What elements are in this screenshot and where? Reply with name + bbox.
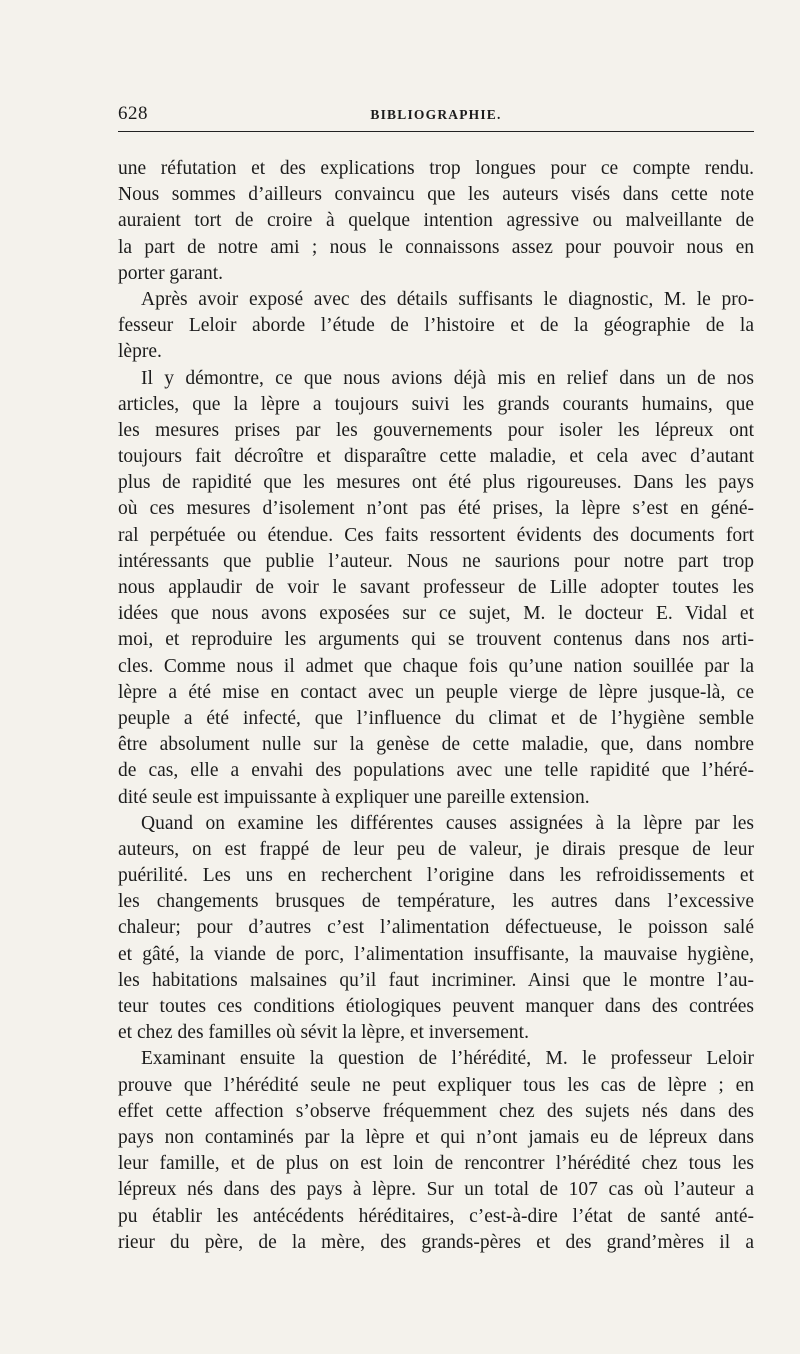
text-line: et gâté, la viande de porc, l’alimentation insuffisante, la mauvaise hygiène,	[118, 943, 754, 965]
text-line: Après avoir exposé avec des détails suffisants le diagnostic, M. le pro-	[141, 288, 754, 310]
text-line: la part de notre ami ; nous le connaissons assez pour pouvoir nous en	[118, 236, 754, 258]
text-line: porter garant.	[118, 262, 224, 284]
text-line: auteurs, on est frappé de leur peu de valeur, je dirais presque de leur	[118, 838, 754, 860]
page-number: 628	[118, 103, 148, 124]
text-line: Quand on examine les différentes causes assignées à la lèpre par les	[141, 812, 754, 834]
text-line: puérilité. Les uns en recherchent l’origine dans les refroidissements et	[118, 865, 754, 887]
text-line: ral perpétuée ou étendue. Ces faits ressortent évidents des documents fort	[118, 524, 754, 546]
text-line: lèpre.	[118, 341, 162, 363]
text-line: et chez des familles où sévit la lèpre, et inversement.	[118, 1022, 529, 1044]
text-line: où ces mesures d’isolement n’ont pas été prises, la lèpre s’est en géné-	[118, 498, 754, 520]
text-line: effet cette affection s’observe fréquemment chez des sujets nés dans des	[118, 1100, 754, 1122]
text-line: Nous sommes d’ailleurs convaincu que les auteurs visés dans cette note	[118, 184, 754, 206]
text-line: chaleur; pour d’autres c’est l’alimentation défectueuse, le poisson salé	[118, 917, 754, 939]
text-line: être absolument nulle sur la genèse de cette maladie, que, dans nombre	[118, 734, 754, 756]
text-line: teur toutes ces conditions étiologiques peuvent manquer dans des contrées	[118, 996, 754, 1017]
text-line: toujours fait décroître et disparaître cette maladie, et cela avec d’autant	[118, 446, 754, 468]
text-line: rieur du père, de la mère, des grands-pères et des grand’mères il a	[118, 1231, 754, 1253]
text-line: lèpre a été mise en contact avec un peuple vierge de lèpre jusque-là, ce	[118, 681, 754, 703]
text-line: les changements brusques de température, les autres dans l’excessive	[118, 891, 754, 913]
text-line: cles. Comme nous il admet que chaque fois qu’une nation souillée par la	[118, 655, 754, 677]
text-line: nous applaudir de voir le savant professeur de Lille adopter toutes les	[118, 577, 754, 598]
header-rule	[118, 131, 754, 132]
body-text	[118, 156, 754, 1256]
text-line: pu établir les antécédents héréditaires, c’est-à-dire l’état de santé anté-	[118, 1205, 754, 1227]
text-line: lépreux nés dans des pays à lèpre. Sur un total de 107 cas où l’auteur a	[118, 1179, 754, 1201]
text-line: Il y démontre, ce que nous avions déjà mis en relief dans un de nos	[141, 367, 754, 389]
text-line: plus de rapidité que les mesures ont été plus rigoureuses. Dans les pays	[118, 472, 754, 494]
text-line: articles, que la lèpre a toujours suivi les grands courants humains, que	[118, 393, 754, 415]
text-line: une réfutation et des explications trop longues pour ce compte rendu.	[118, 158, 754, 179]
text-line: de cas, elle a envahi des populations avec une telle rapidité que l’héré-	[118, 760, 754, 782]
text-line: auraient tort de croire à quelque intention agressive ou malveillante de	[118, 210, 754, 232]
page-header	[118, 103, 754, 129]
text-line: les mesures prises par les gouvernements pour isoler les lépreux ont	[118, 419, 754, 441]
text-line: pays non contaminés par la lèpre et qui n’ont jamais eu de lépreux dans	[118, 1126, 754, 1148]
text-line: intéressants que publie l’auteur. Nous ne saurions pour notre part trop	[118, 550, 754, 572]
text-line: moi, et reproduire les arguments qui se trouvent contenus dans nos arti-	[118, 629, 754, 651]
running-head: BIBLIOGRAPHIE.	[370, 107, 502, 122]
text-line: fesseur Leloir aborde l’étude de l’histoire et de la géographie de la	[118, 315, 754, 337]
text-line: dité seule est impuissante à expliquer une pareille extension.	[118, 786, 590, 808]
text-line: prouve que l’hérédité seule ne peut expliquer tous les cas de lèpre ; en	[118, 1074, 754, 1096]
text-line: les habitations malsaines qu’il faut incriminer. Ainsi que le montre l’au-	[118, 969, 754, 991]
text-line: peuple a été infecté, que l’influence du climat et de l’hygiène semble	[118, 707, 754, 729]
text-line: Examinant ensuite la question de l’hérédité, M. le professeur Leloir	[141, 1048, 754, 1070]
text-line: leur famille, et de plus on est loin de rencontrer l’hérédité chez tous les	[118, 1153, 754, 1175]
text-line: idées que nous avons exposées sur ce sujet, M. le docteur E. Vidal et	[118, 603, 754, 625]
